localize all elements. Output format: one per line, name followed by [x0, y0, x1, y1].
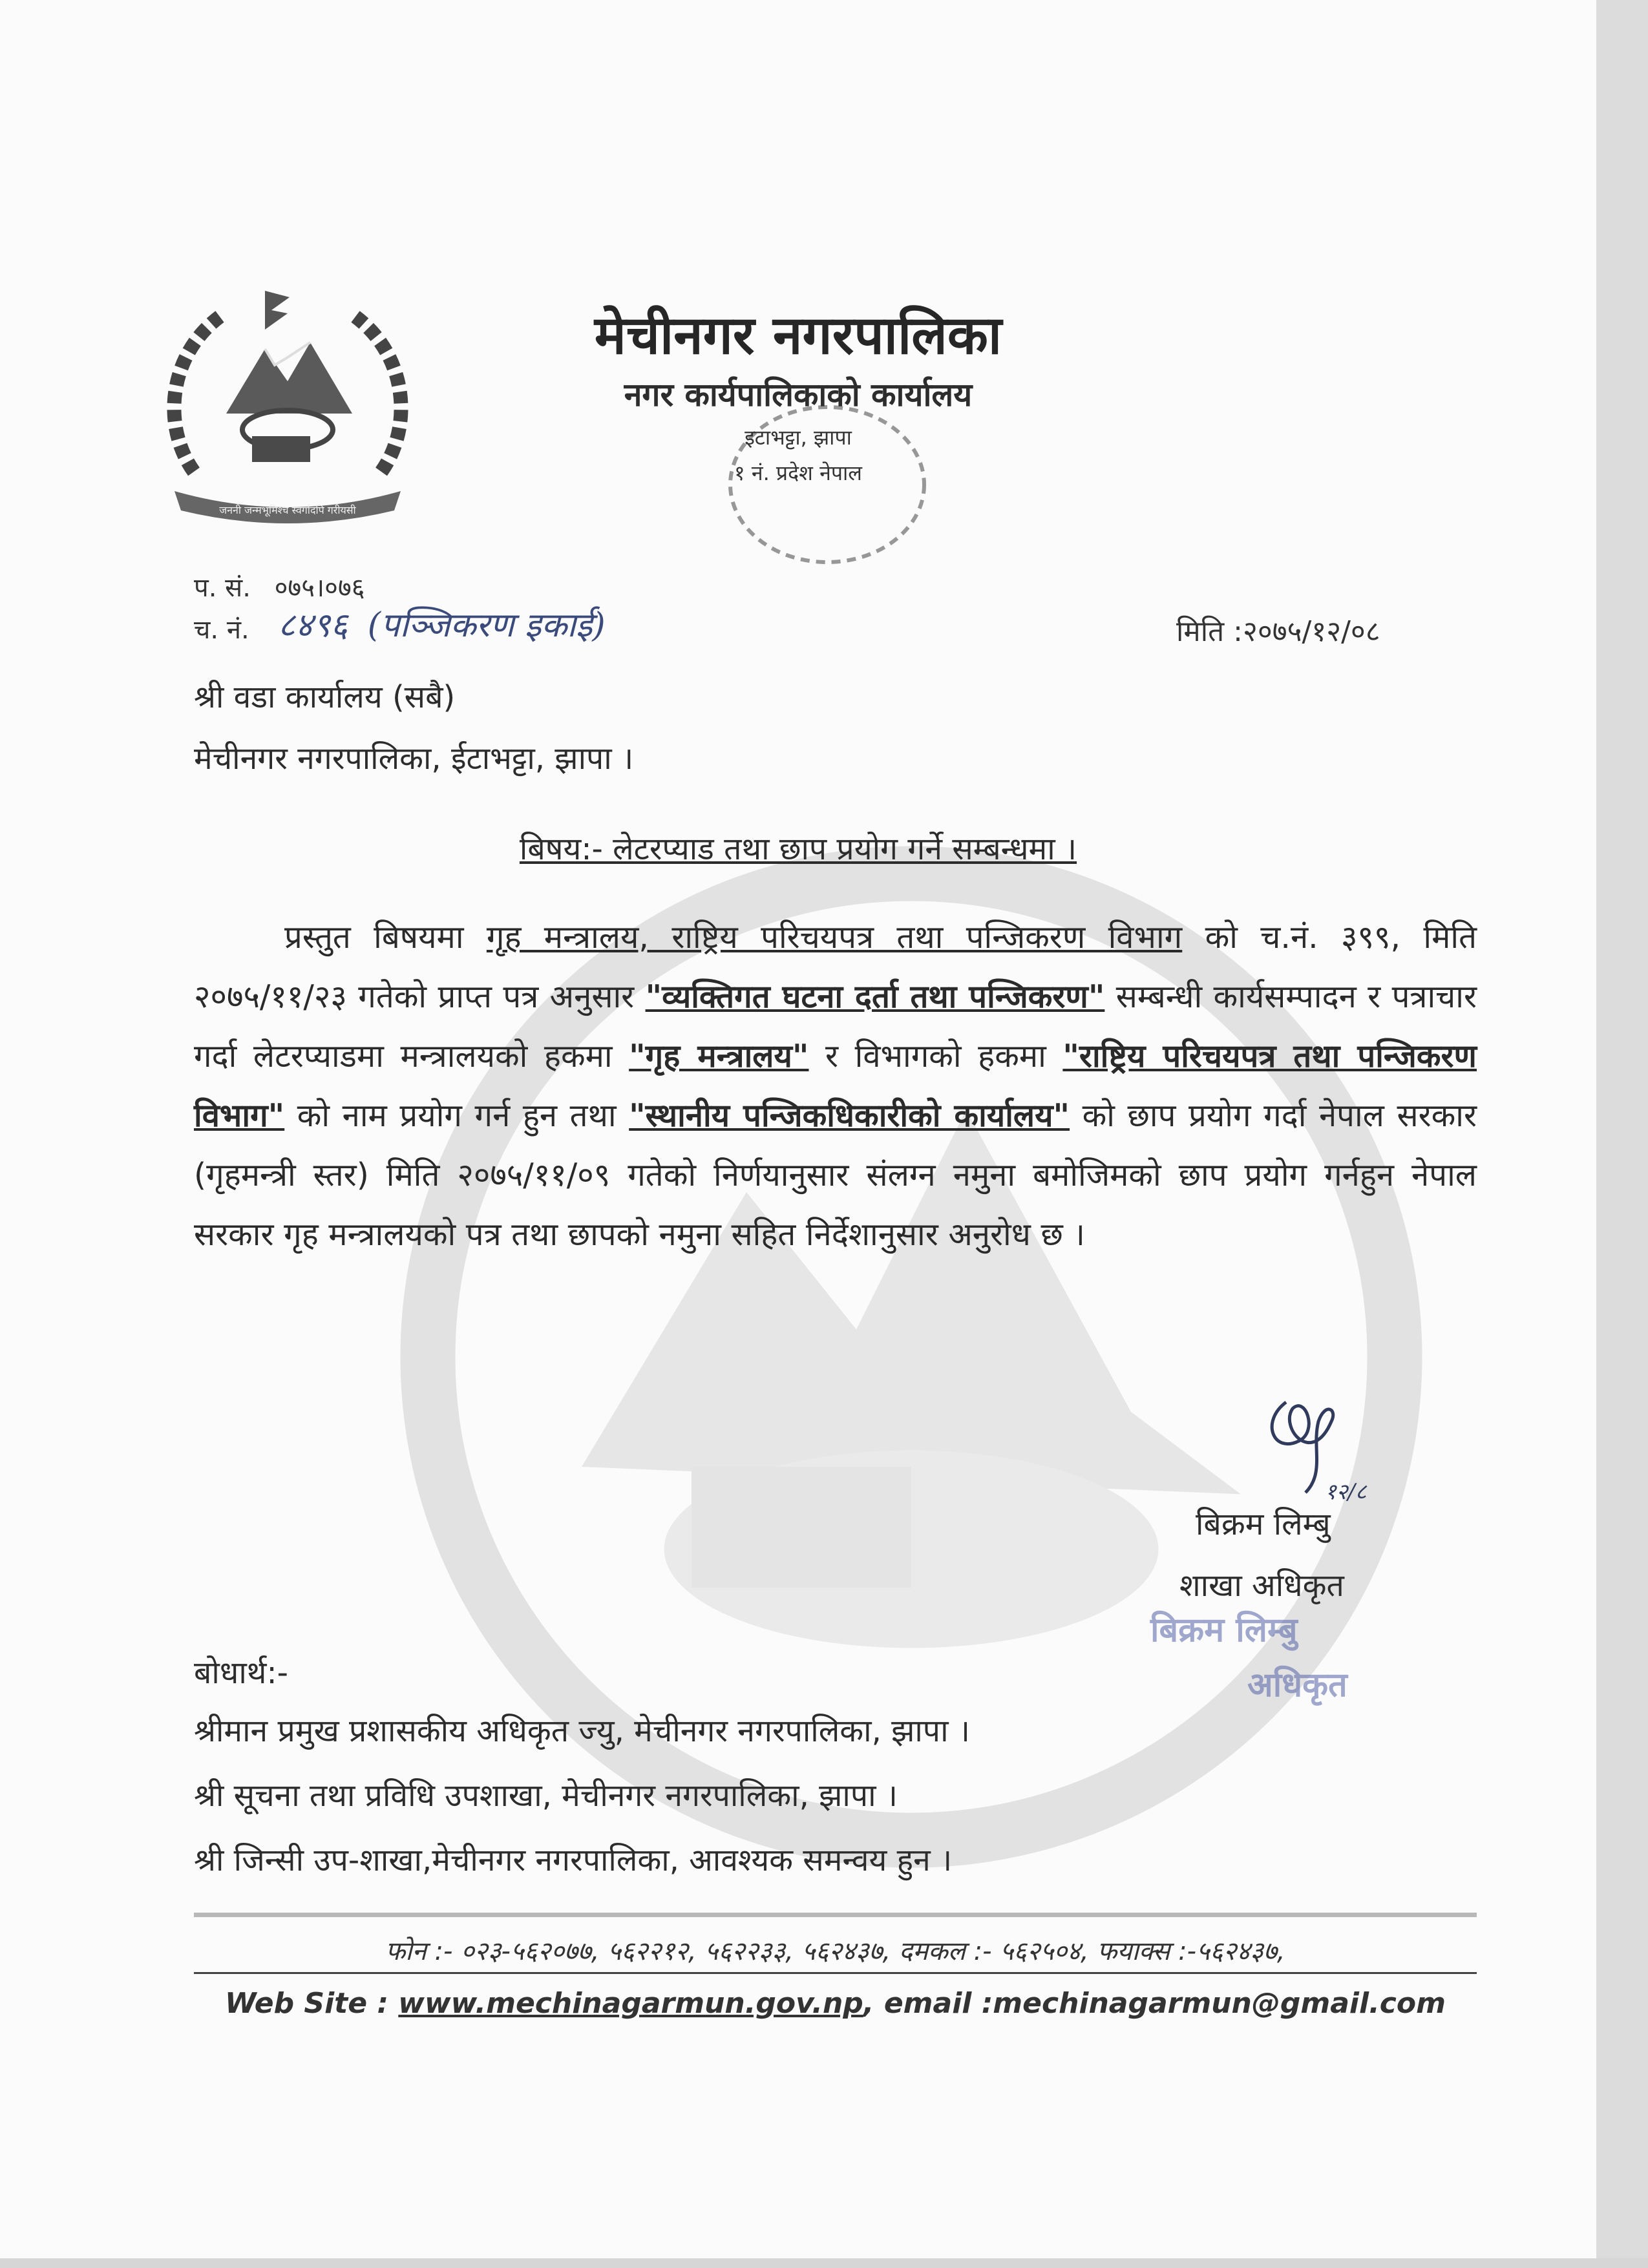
footer-web — [194, 1987, 1477, 2020]
addressee-line1: श्री वडा कार्यालय (सबै) — [194, 679, 456, 715]
office-title: मेचीनगर नगरपालिका — [594, 305, 1002, 366]
body-text-2: को च.नं. ३९९, मिति २०७५/११/२३ गतेको प्राप्त पत्र अनुसार — [194, 919, 1477, 1015]
website-link[interactable]: www.mechinagarmun.gov.np — [398, 1987, 863, 2020]
ps-label: प. सं. — [194, 573, 251, 603]
subject-line: बिषय:- लेटरप्याड तथा छाप प्रयोग गर्ने सम्बन्धमा । — [519, 831, 1077, 867]
body-ministry-dept: गृह मन्त्रालय, राष्ट्रिय परिचयपत्र तथा पन्जिकरण विभाग — [486, 919, 1183, 956]
emblem-motto: जननी जन्मभूमिश्च स्वर्गादपि गरीयसी — [219, 504, 356, 516]
body-local-registrar: "स्थानीय पन्जिकधिकारीको कार्यालय" — [629, 1097, 1070, 1134]
body-text-4: र विभागको हकमा — [808, 1038, 1063, 1075]
signatory-designation: शाखा अधिकृत — [1179, 1568, 1344, 1604]
ps-value: ०७५।०७६ — [274, 573, 365, 603]
body-text-5: को नाम प्रयोग गर्न हुन तथा — [284, 1097, 629, 1134]
cc-line: श्री सूचना तथा प्रविधि उपशाखा, मेचीनगर नगरपालिका, झापा । — [194, 1778, 898, 1814]
letter-body — [194, 908, 1477, 1265]
body-vital-registration: "व्यक्तिगत घटना दर्ता तथा पन्जिकरण" — [645, 978, 1105, 1015]
cn-handwritten — [278, 601, 606, 647]
body-text-1: प्रस्तुत बिषयमा — [284, 919, 487, 956]
date-value: २०७५/१२/०८ — [1243, 615, 1380, 648]
web-label: Web Site : — [225, 1987, 399, 2020]
cn-number — [194, 611, 249, 646]
scan-edge-right — [1596, 0, 1648, 2268]
cn-note: (पञ्जिकरण इकाई) — [367, 606, 606, 645]
body-id-department: "राष्ट्रिय परिचयपत्र तथा पन्जिकरण विभाग" — [194, 1038, 1477, 1134]
body-home-ministry: "गृह मन्त्रालय" — [629, 1038, 809, 1075]
signature-date: १२/८ — [1325, 1479, 1367, 1505]
office-subtitle: नगर कार्यपालिकाको कार्यालय — [624, 376, 973, 414]
signatory-name: बिक्रम लिम्बु — [1196, 1506, 1331, 1542]
footer-phone: फोन :- ०२३-५६२०७७, ५६२२१२, ५६२२३३, ५६२४३७, दमकल :- ५६२५०४, फयाक्स :-५६२४३७, — [385, 1937, 1285, 1966]
body-text-3: सम्बन्धी कार्यसम्पादन र पत्राचार गर्दा लेटरप्याडमा मन्त्रालयको हकमा — [194, 978, 1477, 1075]
cc-label: बोधार्थ:- — [194, 1655, 288, 1691]
office-province: १ नं. प्रदेश नेपाल — [734, 461, 862, 485]
addressee-line2: मेचीनगर नगरपालिका, ईटाभट्टा, झापा । — [194, 740, 634, 777]
cn-label: च. नं. — [194, 615, 249, 645]
body-text-6: को छाप प्रयोग गर्दा नेपाल सरकार (गृहमन्त्री स्तर) मिति २०७५/११/०९ गतेको निर्णयानुसार संलग्न नमुना बमोजिमको छाप प्रयोग गर्नहुन नेपाल सरकार गृह मन्त्रालयको पत्र तथा छापको नमुना सहित निर्देशानुसार अनुरोध छ । — [194, 1097, 1477, 1253]
footer-divider-mid — [194, 1972, 1477, 1974]
letter-date — [1176, 611, 1380, 649]
signatory-stamp-name: बिक्रम लिम्बु — [1150, 1611, 1298, 1650]
email-label: , email : — [863, 1987, 993, 2020]
office-place: इटाभट्टा, झापा — [745, 425, 852, 450]
scan-edge-bottom — [0, 2258, 1648, 2268]
signatory-stamp-title: अधिकृत — [1247, 1666, 1347, 1705]
handwritten-signature-icon — [1247, 1383, 1377, 1512]
cc-line: श्री जिन्सी उप-शाखा,मेचीनगर नगरपालिका, आवश्यक समन्वय हुन । — [194, 1842, 953, 1878]
date-label: मिति : — [1176, 615, 1243, 648]
cn-value: ८४९६ — [278, 606, 348, 645]
cc-line: श्रीमान प्रमुख प्रशासकीय अधिकृत ज्यु, मेचीनगर नगरपालिका, झापा । — [194, 1713, 970, 1749]
ps-number — [194, 569, 365, 604]
email-link[interactable]: mechinagarmun@gmail.com — [993, 1987, 1446, 2020]
footer-divider-top — [194, 1913, 1477, 1917]
